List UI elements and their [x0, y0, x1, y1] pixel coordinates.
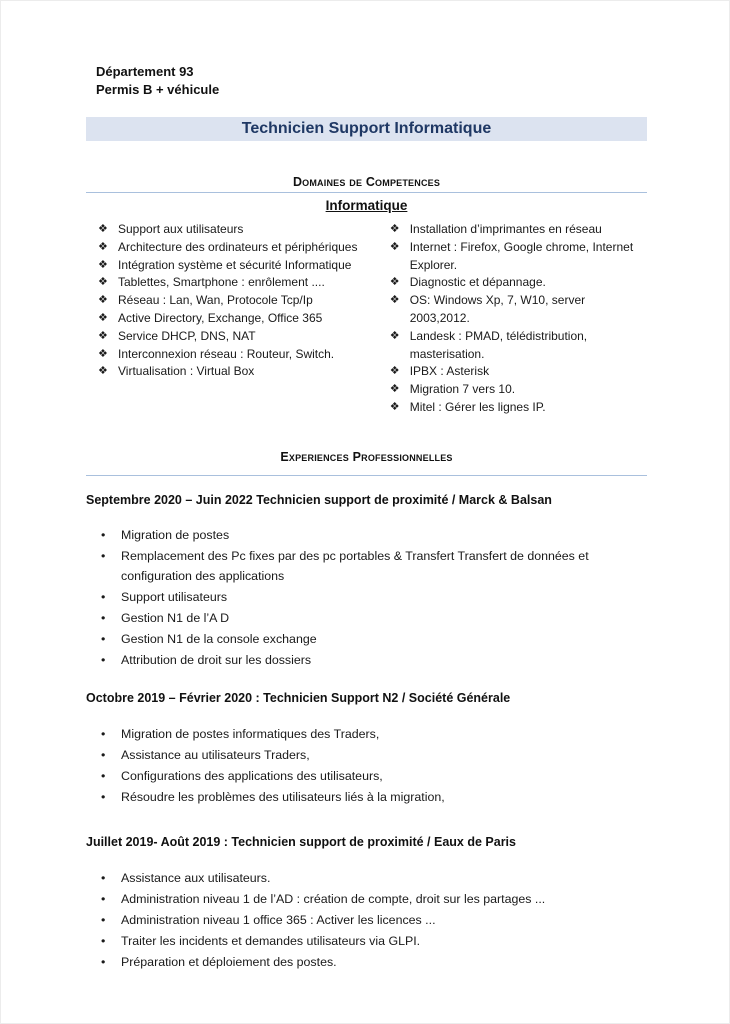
round-bullet-icon: • [101, 652, 106, 667]
skills-list-right [378, 221, 647, 417]
job-task: • Administration niveau 1 de l’AD : création de compte, droit sur les partages ... [101, 889, 647, 909]
skill-item: ❖ Intégration système et sécurité Informatique [98, 257, 378, 275]
round-bullet-icon: • [101, 726, 106, 741]
round-bullet-icon: • [101, 789, 106, 804]
job-task: • Assistance au utilisateurs Traders, [101, 745, 647, 765]
job-task: • Migration de postes informatiques des Traders, [101, 724, 647, 744]
job-task: • Support utilisateurs [101, 587, 647, 607]
job-task: • Administration niveau 1 office 365 : Activer les licences ... [101, 910, 647, 930]
skill-item: ❖ Mitel : Gérer les lignes IP. [390, 399, 647, 417]
diamond-bullet-icon: ❖ [98, 329, 108, 342]
job-task: • Résoudre les problèmes des utilisateurs liés à la migration, [101, 787, 647, 807]
department-line: Département 93 [96, 64, 194, 79]
job-task: • Remplacement des Pc fixes par des pc portables & Transfert Transfert de données et configuration des applications [101, 546, 647, 586]
job-task: • Préparation et déploiement des postes. [101, 952, 647, 972]
skill-item: ❖ Diagnostic et dépannage. [390, 274, 647, 292]
skill-item: ❖ Migration 7 vers 10. [390, 381, 647, 399]
skills-list-left [86, 221, 378, 381]
round-bullet-icon: • [101, 954, 106, 969]
job-task: • Migration de postes [101, 525, 647, 545]
diamond-bullet-icon: ❖ [389, 240, 400, 253]
round-bullet-icon: • [101, 631, 106, 646]
cv-content [86, 1, 647, 973]
round-bullet-icon: • [101, 610, 106, 625]
round-bullet-icon: • [101, 589, 106, 604]
subsection-title-informatique: Informatique [325, 198, 408, 213]
diamond-bullet-icon: ❖ [389, 276, 400, 289]
job-bullets-eaux-de-paris [86, 868, 647, 972]
job-bullets-societe-generale [86, 724, 647, 807]
skills-column-right [378, 221, 647, 417]
round-bullet-icon: • [101, 933, 106, 948]
skill-item: ❖ Architecture des ordinateurs et périphériques [98, 239, 378, 257]
diamond-bullet-icon: ❖ [98, 311, 108, 324]
skill-item: ❖ Support aux utilisateurs [98, 221, 378, 239]
diamond-bullet-icon: ❖ [98, 347, 108, 360]
skill-item: ❖ Service DHCP, DNS, NAT [98, 328, 378, 346]
skill-item: ❖ Landesk : PMAD, télédistribution, masterisation. [390, 328, 647, 364]
job-task: • Gestion N1 de la console exchange [101, 629, 647, 649]
round-bullet-icon: • [101, 891, 106, 906]
diamond-bullet-icon: ❖ [389, 329, 400, 342]
round-bullet-icon: • [101, 548, 106, 563]
section-title-experiences: Experiences Professionnelles [86, 450, 647, 476]
diamond-bullet-icon: ❖ [389, 400, 400, 413]
round-bullet-icon: • [101, 870, 106, 885]
round-bullet-icon: • [101, 527, 106, 542]
skills-column-left [86, 221, 378, 417]
skills-columns [86, 221, 647, 417]
diamond-bullet-icon: ❖ [389, 223, 400, 235]
diamond-bullet-icon: ❖ [98, 294, 108, 307]
job-title-banner: Technicien Support Informatique [86, 117, 647, 141]
driving-license-line: Permis B + véhicule [96, 82, 220, 97]
skill-item: ❖ Réseau : Lan, Wan, Protocole Tcp/Ip [98, 292, 378, 310]
diamond-bullet-icon: ❖ [98, 240, 108, 253]
job-heading-eaux-de-paris: Juillet 2019- Août 2019 : Technicien support de proximité / Eaux de Paris [86, 834, 516, 849]
job-heading-societe-generale: Octobre 2019 – Février 2020 : Technicien Support N2 / Société Générale [86, 690, 511, 705]
skill-item: ❖ IPBX : Asterisk [390, 363, 647, 381]
skill-item: ❖ OS: Windows Xp, 7, W10, server 2003,2012. [390, 292, 647, 328]
contact-block [86, 63, 647, 99]
round-bullet-icon: • [101, 747, 106, 762]
job-task: • Assistance aux utilisateurs. [101, 868, 647, 888]
skill-item: ❖ Installation d’imprimantes en réseau [390, 221, 647, 239]
job-heading-marck-balsan: Septembre 2020 – Juin 2022 Technicien support de proximité / Marck & Balsan [86, 492, 552, 507]
job-task: • Traiter les incidents et demandes utilisateurs via GLPI. [101, 931, 647, 951]
skill-item: ❖ Interconnexion réseau : Routeur, Switch. [98, 346, 378, 364]
round-bullet-icon: • [101, 768, 106, 783]
section-title-competences: Domaines de Competences [86, 175, 647, 193]
diamond-bullet-icon: ❖ [98, 223, 108, 235]
skill-item: ❖ Internet : Firefox, Google chrome, Internet Explorer. [390, 239, 647, 275]
job-task: • Configurations des applications des utilisateurs, [101, 766, 647, 786]
round-bullet-icon: • [101, 912, 106, 927]
diamond-bullet-icon: ❖ [389, 383, 400, 396]
diamond-bullet-icon: ❖ [98, 258, 108, 271]
diamond-bullet-icon: ❖ [98, 276, 108, 289]
skill-item: ❖ Tablettes, Smartphone : enrôlement .... [98, 274, 378, 292]
job-bullets-marck-balsan [86, 525, 647, 670]
job-task: • Attribution de droit sur les dossiers [101, 650, 647, 670]
skill-item: ❖ Active Directory, Exchange, Office 365 [98, 310, 378, 328]
job-task: • Gestion N1 de l’A D [101, 608, 647, 628]
skill-item: ❖ Virtualisation : Virtual Box [98, 363, 378, 381]
diamond-bullet-icon: ❖ [389, 294, 400, 307]
diamond-bullet-icon: ❖ [98, 365, 108, 378]
diamond-bullet-icon: ❖ [389, 365, 400, 378]
